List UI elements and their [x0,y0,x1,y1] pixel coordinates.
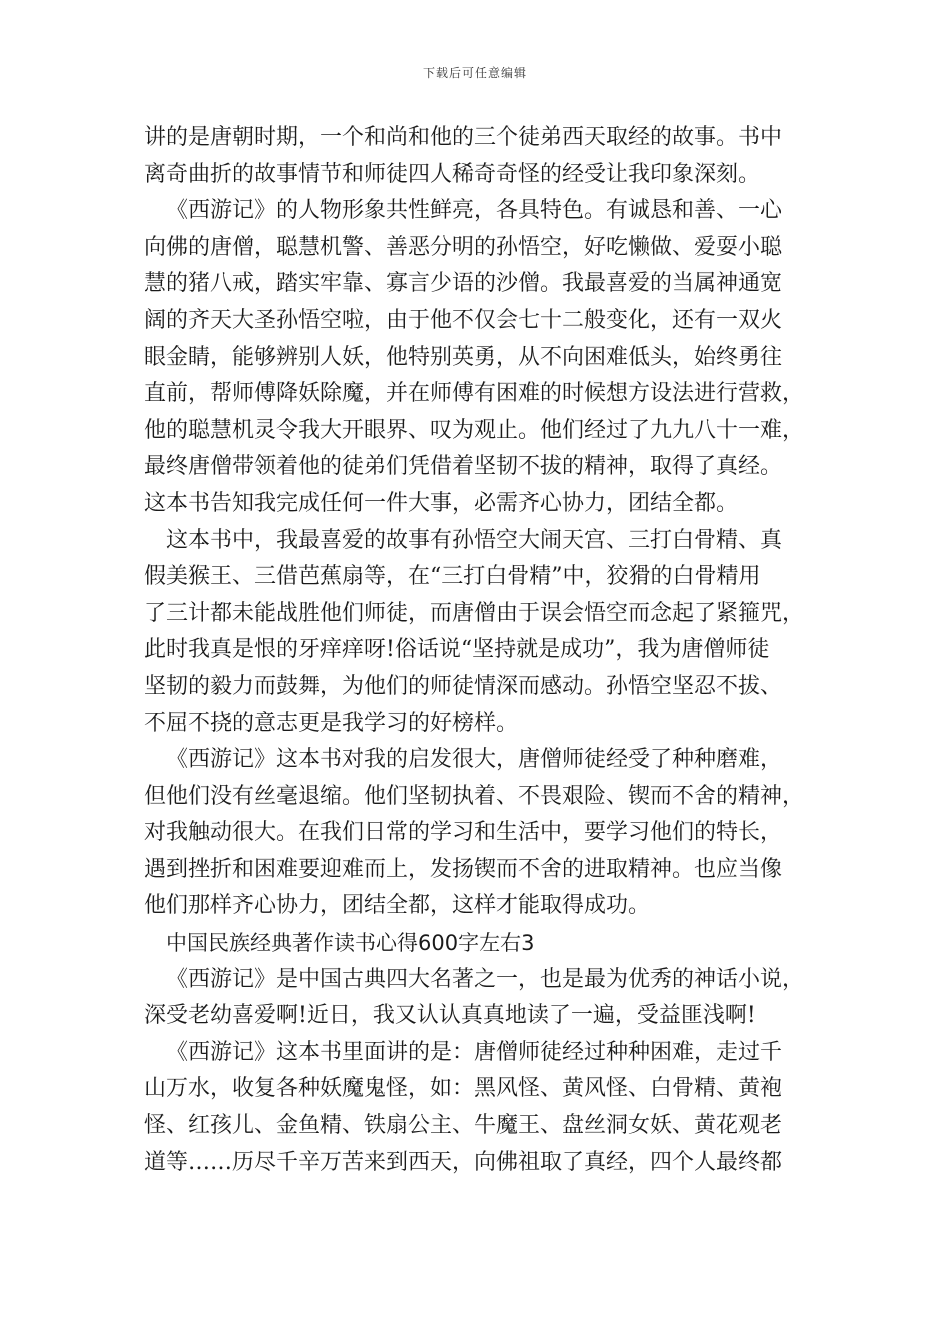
text-line: 他的聪慧机灵令我大开眼界、叹为观止。他们经过了九九八十一难， [144,417,805,443]
text-line: 对我触动很大。在我们日常的学习和生活中，要学习他们的特长， [144,820,783,846]
text-line: 怪、红孩儿、金鱼精、铁扇公主、牛魔王、盘丝洞女妖、黄花观老 [144,1113,783,1139]
text-line: 《西游记》这本书对我的启发很大，唐僧师徒经受了种种磨难， [166,747,783,773]
text-line: 这本书告知我完成任何一件大事，必需齐心协力，团结全都。 [144,490,739,516]
text-line: 离奇曲折的故事情节和师徒四人稀奇奇怪的经受让我印象深刻。 [144,161,761,187]
text-line: 了三计都未能战胜他们师徒，而唐僧由于误会悟空而念起了紧箍咒， [144,600,805,626]
text-line: 山万水，收复各种妖魔鬼怪，如：黑风怪、黄风怪、白骨精、黄袍 [144,1076,783,1102]
text-line: 最终唐僧带领着他的徒弟们凭借着坚韧不拔的精神，取得了真经。 [144,454,783,480]
text-line: 不屈不挠的意志更是我学习的好榜样。 [144,710,519,736]
text-line: 向佛的唐僧，聪慧机警、善恶分明的孙悟空，好吃懒做、爱耍小聪 [144,234,783,260]
text-line: 眼金睛，能够辨别人妖，他特别英勇，从不向困难低头，始终勇往 [144,344,783,370]
text-line: 讲的是唐朝时期，一个和尚和他的三个徒弟西天取经的故事。书中 [144,125,783,150]
text-line: 遇到挫折和困难要迎难而上，发扬锲而不舍的进取精神。也应当像 [144,856,783,882]
page-header: 下载后可任意编辑 [422,66,527,80]
text-line: 这本书中，我最喜爱的故事有孙悟空大闹天宫、三打白骨精、真 [166,527,783,553]
text-line: 道等……历尽千辛万苦来到西天，向佛祖取了真经，四个人最终都 [144,1149,783,1175]
text-line: 此时我真是恨的牙痒痒呀!俗话说“坚持就是成功”，我为唐僧师徒 [144,637,770,663]
text-line: 他们那样齐心协力，团结全都，这样才能取得成功。 [144,893,651,919]
text-line: 但他们没有丝毫退缩。他们坚韧执着、不畏艰险、锲而不舍的精神， [144,783,805,809]
text-line: 深受老幼喜爱啊!近日，我又认认真真地读了一遍，受益匪浅啊! [144,1003,756,1029]
text-line: 《西游记》这本书里面讲的是：唐僧师徒经过种种困难，走过千 [166,1039,783,1065]
text-line: 直前，帮师傅降妖除魔，并在师傅有困难的时候想方设法进行营救， [144,381,805,407]
text-line: 假美猴王、三借芭蕉扇等，在“三打白骨精”中，狡猾的白骨精用 [144,564,761,590]
section-heading: 中国民族经典著作读书心得600字左右3 [166,931,535,956]
text-line: 《西游记》是中国古典四大名著之一，也是最为优秀的神话小说， [166,966,805,992]
text-line: 坚韧的毅力而鼓舞，为他们的师徒情深而感动。孙悟空坚忍不拔、 [144,673,783,699]
text-line: 阔的齐天大圣孙悟空啦，由于他不仅会七十二般变化，还有一双火 [144,307,783,333]
document-body [144,120,834,1181]
text-line: 慧的猪八戒，踏实牢靠、寡言少语的沙僧。我最喜爱的当属神通宽 [144,271,783,297]
text-line: 《西游记》的人物形象共性鲜亮，各具特色。有诚恳和善、一心 [166,198,783,224]
